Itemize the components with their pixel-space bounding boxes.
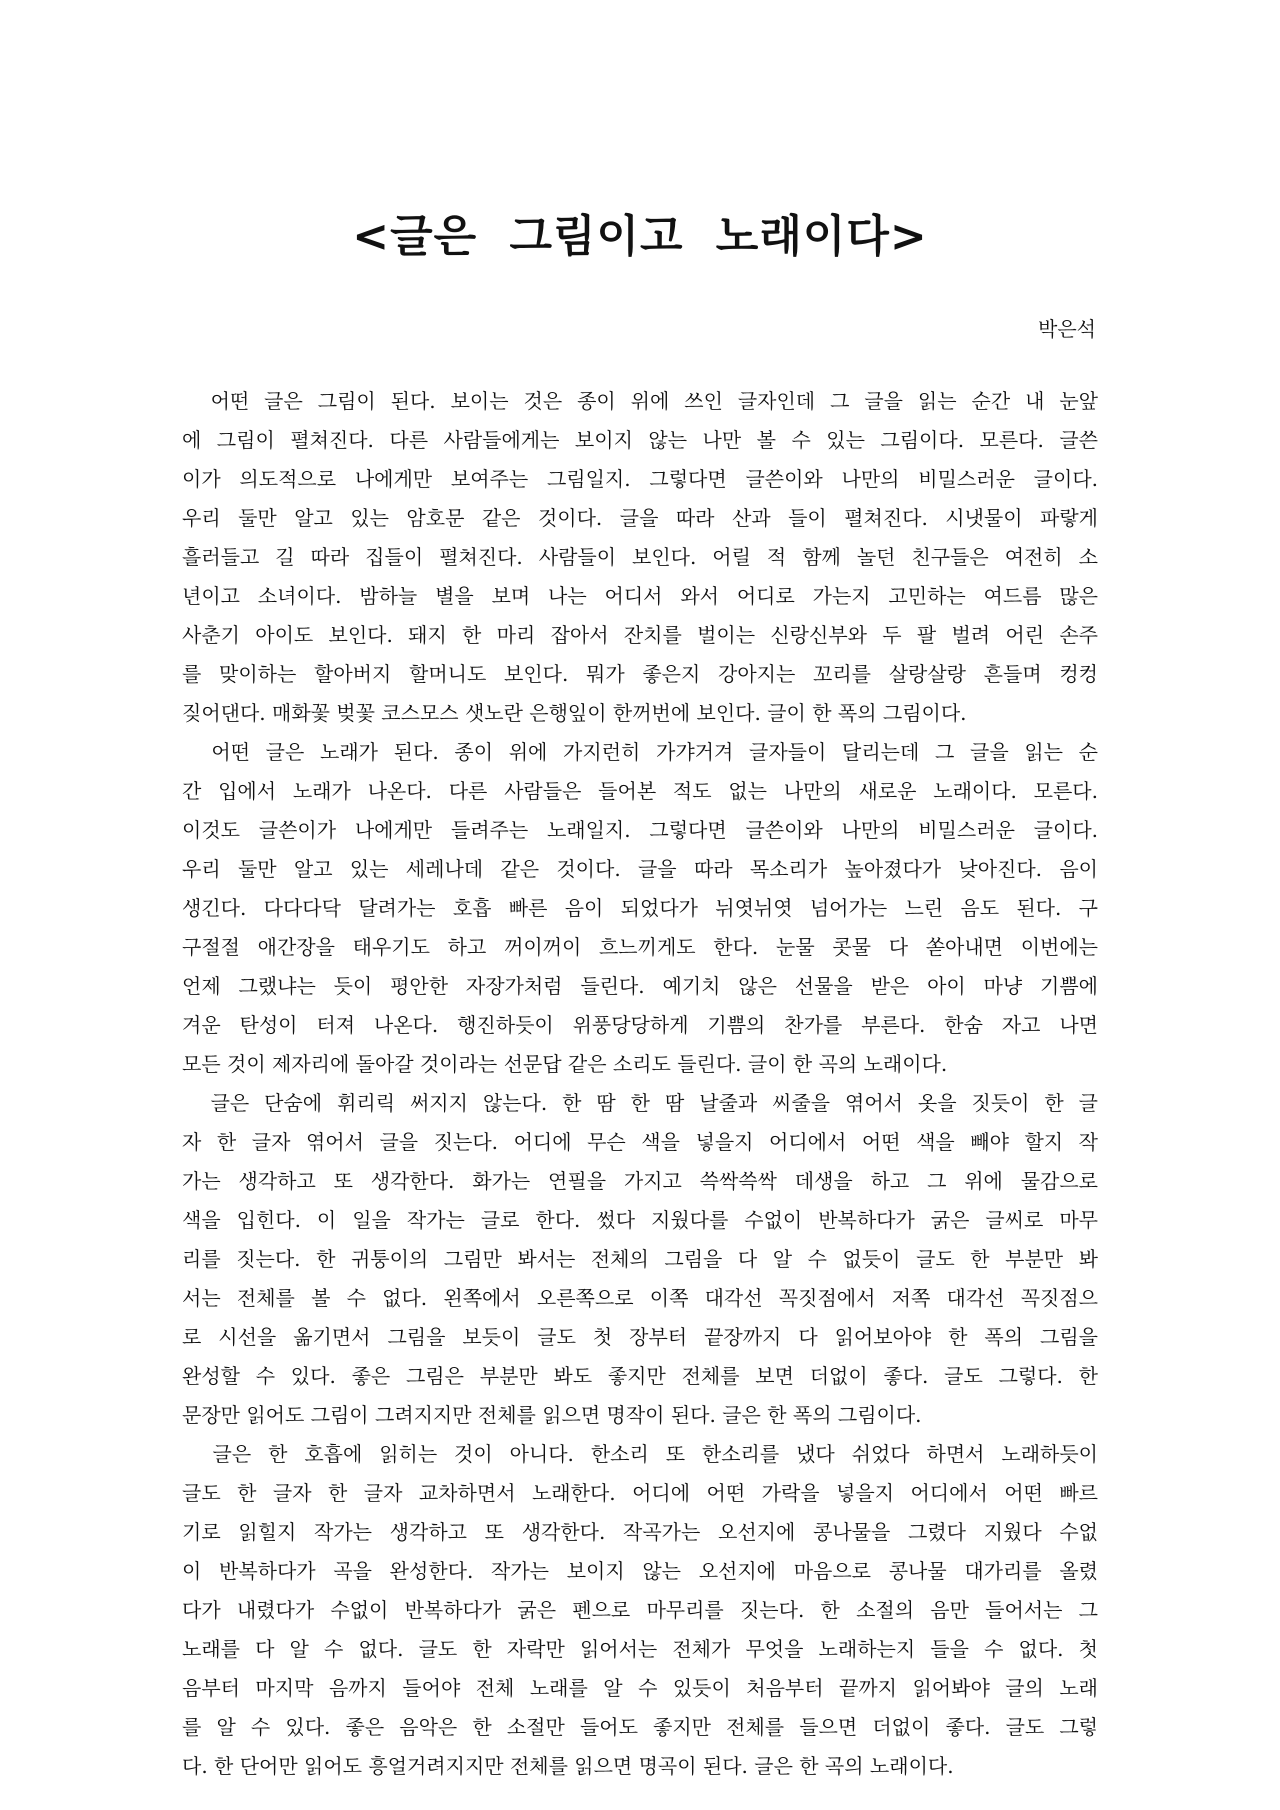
author-name: 박은석 — [1038, 317, 1096, 341]
body-line: 자 한 글자 엮어서 글을 짓는다. 어디에 무슨 색을 넣을지 어디에서 어떤 색을 빼야 할지 작 — [182, 1130, 1098, 1154]
body-line: 다가 내렸다가 수없이 반복하다가 굵은 펜으로 마무리를 짓는다. 한 소절의 음만 들어서는 그 — [182, 1598, 1098, 1622]
body-line: 짖어댄다. 매화꽃 벚꽃 코스모스 샛노란 은행잎이 한꺼번에 보인다. 글이 한 폭의 그림이다. — [182, 701, 967, 725]
body-line: 글도 한 글자 한 글자 교차하면서 노래한다. 어디에 어떤 가락을 넣을지 어디에서 어떤 빠르 — [182, 1481, 1098, 1505]
body-line: 생긴다. 다다다닥 달려가는 호흡 빠른 음이 되었다가 뉘엿뉘엿 넘어가는 느린 음도 된다. 구 — [182, 896, 1098, 920]
body-line: 구절절 애간장을 태우기도 하고 꺼이꺼이 흐느끼게도 한다. 눈물 콧물 다 쏟아내면 이번에는 — [182, 935, 1098, 959]
body-line: 어떤 글은 노래가 된다. 종이 위에 가지런히 가갸거겨 글자들이 달리는데 그 글을 읽는 순 — [182, 740, 1098, 764]
body-line: 기로 읽힐지 작가는 생각하고 또 생각한다. 작곡가는 오선지에 콩나물을 그렸다 지웠다 수없 — [182, 1520, 1098, 1544]
body-line: 문장만 읽어도 그림이 그려지지만 전체를 읽으면 명작이 된다. 글은 한 폭의 그림이다. — [182, 1403, 922, 1427]
body-line: 겨운 탄성이 터져 나온다. 행진하듯이 위풍당당하게 기쁨의 찬가를 부른다. 한숨 자고 나면 — [182, 1013, 1098, 1037]
body-line: 글은 한 호흡에 읽히는 것이 아니다. 한소리 또 한소리를 냈다 쉬었다 하면서 노래하듯이 — [182, 1442, 1098, 1466]
body-line: 서는 전체를 볼 수 없다. 왼쪽에서 오른쪽으로 이쪽 대각선 꼭짓점에서 저쪽 대각선 꼭짓점으 — [182, 1286, 1098, 1310]
body-line: 음부터 마지막 음까지 들어야 전체 노래를 알 수 있듯이 처음부터 끝까지 읽어봐야 글의 노래 — [182, 1676, 1098, 1700]
body-line: 이 반복하다가 곡을 완성한다. 작가는 보이지 않는 오선지에 마음으로 콩나물 대가리를 올렸 — [182, 1559, 1098, 1583]
body-line: 노래를 다 알 수 없다. 글도 한 자락만 읽어서는 전체가 무엇을 노래하는지 들을 수 없다. 첫 — [182, 1637, 1098, 1661]
document-body — [182, 382, 1098, 1786]
body-line: 간 입에서 노래가 나온다. 다른 사람들은 들어본 적도 없는 나만의 새로운 노래이다. 모른다. — [182, 779, 1098, 803]
body-line: 다. 한 단어만 읽어도 흥얼거려지지만 전체를 읽으면 명곡이 된다. 글은 한 곡의 노래이다. — [182, 1754, 954, 1778]
body-line: 이것도 글쓴이가 나에게만 들려주는 노래일지. 그렇다면 글쓴이와 나만의 비밀스러운 글이다. — [182, 818, 1098, 842]
body-line: 완성할 수 있다. 좋은 그림은 부분만 봐도 좋지만 전체를 보면 더없이 좋다. 글도 그렇다. 한 — [182, 1364, 1098, 1388]
body-line: 우리 둘만 알고 있는 암호문 같은 것이다. 글을 따라 산과 들이 펼쳐진다. 시냇물이 파랗게 — [182, 506, 1098, 530]
body-line: 어떤 글은 그림이 된다. 보이는 것은 종이 위에 쓰인 글자인데 그 글을 읽는 순간 내 눈앞 — [182, 389, 1098, 413]
body-line: 모든 것이 제자리에 돌아갈 것이라는 선문답 같은 소리도 들린다. 글이 한 곡의 노래이다. — [182, 1052, 948, 1076]
body-line: 년이고 소녀이다. 밤하늘 별을 보며 나는 어디서 와서 어디로 가는지 고민하는 여드름 많은 — [182, 584, 1098, 608]
body-line: 사춘기 아이도 보인다. 돼지 한 마리 잡아서 잔치를 벌이는 신랑신부와 두 팔 벌려 어린 손주 — [182, 623, 1098, 647]
body-line: 우리 둘만 알고 있는 세레나데 같은 것이다. 글을 따라 목소리가 높아졌다가 낮아진다. 음이 — [182, 857, 1098, 881]
body-line: 언제 그랬냐는 듯이 평안한 자장가처럼 들린다. 예기치 않은 선물을 받은 아이 마냥 기쁨에 — [182, 974, 1098, 998]
document-title: <글은 그림이고 노래이다> — [352, 211, 928, 262]
body-line: 가는 생각하고 또 생각한다. 화가는 연필을 가지고 쓱싹쓱싹 데생을 하고 그 위에 물감으로 — [182, 1169, 1098, 1193]
body-line: 를 맞이하는 할아버지 할머니도 보인다. 뭐가 좋은지 강아지는 꼬리를 살랑살랑 흔들며 컹컹 — [182, 662, 1098, 686]
body-line: 로 시선을 옮기면서 그림을 보듯이 글도 첫 장부터 끝장까지 다 읽어보아야 한 폭의 그림을 — [182, 1325, 1098, 1349]
body-line: 이가 의도적으로 나에게만 보여주는 그림일지. 그렇다면 글쓴이와 나만의 비밀스러운 글이다. — [182, 467, 1098, 491]
body-line: 에 그림이 펼쳐진다. 다른 사람들에게는 보이지 않는 나만 볼 수 있는 그림이다. 모른다. 글쓴 — [182, 428, 1098, 452]
body-line: 글은 단숨에 휘리릭 써지지 않는다. 한 땀 한 땀 날줄과 씨줄을 엮어서 옷을 짓듯이 한 글 — [182, 1091, 1098, 1115]
body-line: 흘러들고 길 따라 집들이 펼쳐진다. 사람들이 보인다. 어릴 적 함께 놀던 친구들은 여전히 소 — [182, 545, 1098, 569]
body-line: 리를 짓는다. 한 귀퉁이의 그림만 봐서는 전체의 그림을 다 알 수 없듯이 글도 한 부분만 봐 — [182, 1247, 1098, 1271]
body-line: 를 알 수 있다. 좋은 음악은 한 소절만 들어도 좋지만 전체를 들으면 더없이 좋다. 글도 그렇 — [182, 1715, 1098, 1739]
body-line: 색을 입힌다. 이 일을 작가는 글로 한다. 썼다 지웠다를 수없이 반복하다가 굵은 글씨로 마무 — [182, 1208, 1098, 1232]
